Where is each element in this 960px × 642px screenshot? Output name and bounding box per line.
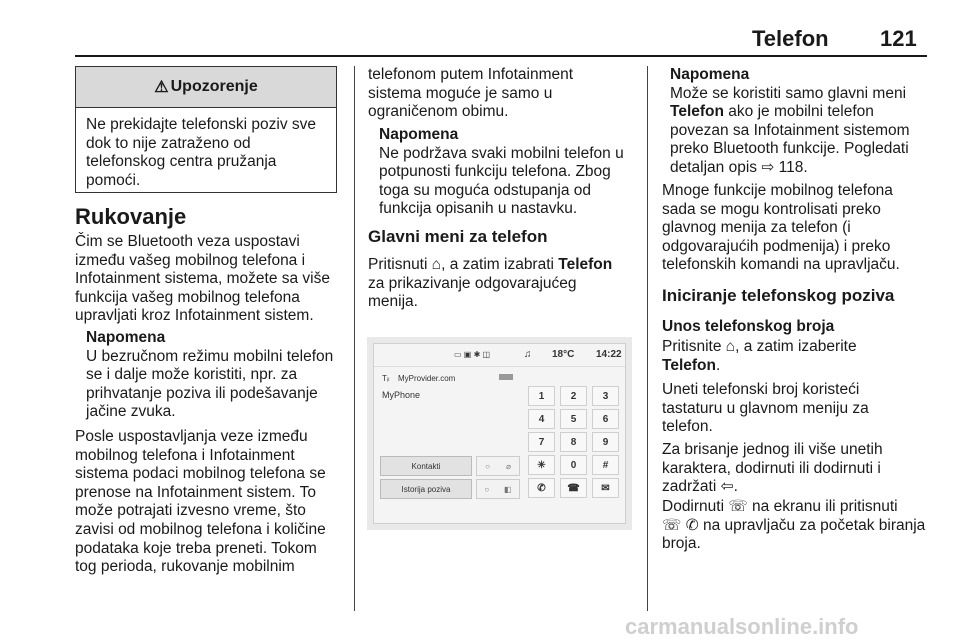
radio-icon: ○ — [485, 461, 490, 471]
music-icon: ♫ — [524, 349, 532, 360]
warning-box — [75, 66, 337, 193]
page-number: 121 — [880, 26, 917, 51]
text-line: Dodirnuti ☏ na ekranu ili pritisnuti — [662, 498, 898, 515]
text-span: ako je mobilni telefon — [723, 103, 874, 121]
col3-note — [670, 66, 932, 178]
note-title: Napomena — [670, 66, 750, 83]
text-line: jačine zvuka. — [86, 403, 176, 421]
mic-off-icon: ⌀ — [506, 461, 511, 471]
text-line: menija. — [368, 293, 418, 311]
text-line: Posle uspostavljanja veze između — [75, 428, 308, 445]
text-line: Može se koristiti samo glavni meni — [670, 84, 907, 102]
call-icon[interactable]: ✆ — [528, 478, 555, 498]
text-line: Za brisanje jednog ili više unetih — [662, 441, 883, 458]
warning-line: dok to nije zatraženo od — [86, 134, 251, 152]
text-line: zadržati ⇦. — [662, 478, 738, 496]
subheading-unos-broja: Unos telefonskog broja — [662, 318, 835, 335]
provider-name: MyProvider.com — [398, 374, 456, 383]
text-span: Pritisnuti — [368, 256, 432, 273]
text-line — [670, 103, 932, 122]
text-line: sistema podaci mobilnog telefona se — [75, 465, 326, 483]
column-divider-1 — [354, 66, 355, 611]
speaker-icon: ◧ — [504, 484, 512, 494]
keypad-key[interactable]: 2 — [560, 386, 587, 406]
text-line: karaktera, dodirnuti ili dodirnuti i — [662, 459, 881, 477]
text-line: sada se mogu kontrolisati preko — [662, 200, 881, 218]
warning-triangle-icon: ⚠ — [154, 79, 169, 96]
temperature: 18°C — [552, 349, 575, 360]
header-rule — [75, 55, 927, 57]
battery-icon — [499, 374, 513, 380]
col2-note — [379, 126, 643, 219]
text-line: mobilnog telefona i Infotainment — [75, 446, 295, 464]
handsfree-toggle[interactable] — [476, 479, 520, 499]
keypad-key[interactable]: 5 — [560, 409, 587, 429]
text-line: telefonom putem Infotainment — [368, 66, 574, 83]
screen-status-bar — [374, 344, 625, 367]
col3-p5 — [662, 498, 932, 554]
text-line: podataka koje treba preneti. Tokom — [75, 539, 317, 557]
text-line: tog perioda, rukovanje mobilnim — [75, 558, 295, 576]
col3-p2 — [662, 338, 932, 375]
section-heading-rukovanje: Rukovanje — [75, 204, 187, 229]
message-icon[interactable]: ✉ — [592, 478, 619, 498]
col1-para1 — [75, 233, 350, 326]
col2-para1 — [368, 66, 643, 122]
text-line: zavisi od mobilnog telefona i količine — [75, 520, 326, 538]
text-line: se i dalje može koristiti, npr. za — [86, 366, 298, 384]
col3-p3 — [662, 381, 932, 437]
keypad-key[interactable]: # — [592, 455, 619, 475]
warning-header — [76, 67, 336, 108]
warning-line: Ne prekidajte telefonski poziv sve — [86, 116, 317, 133]
text-line: glavnog menija za telefon (i — [662, 219, 851, 237]
warning-line: pomoći. — [86, 171, 141, 189]
text-line: prenose na Infotainment sistem. To — [75, 483, 316, 501]
keypad-key[interactable]: 9 — [592, 432, 619, 452]
text-line: odgovarajućih podmenija) i preko — [662, 237, 891, 255]
status-icons: ▭ ▣ ✱ ◫ — [454, 350, 491, 359]
clock: 14:22 — [596, 349, 622, 360]
text-line: ograničenom obimu. — [368, 103, 509, 121]
col2-para2 — [368, 256, 643, 312]
mute-toggle[interactable] — [476, 456, 520, 476]
col1-note — [86, 329, 350, 422]
text-line: telefon. — [662, 418, 713, 436]
text-line: telefonskih komandi na upravljaču. — [662, 256, 900, 274]
text-line: U bezručnom režimu mobilni telefon — [86, 347, 334, 365]
keypad-key[interactable]: 4 — [528, 409, 555, 429]
signal-icon: Tᵢₗ — [382, 374, 390, 383]
text-line: Uneti telefonski broj koristeći — [662, 381, 860, 398]
hangup-icon[interactable]: ☎ — [560, 478, 587, 498]
note-title: Napomena — [86, 329, 166, 346]
text-line: broja. — [662, 535, 701, 553]
bold-term: Telefon — [558, 256, 613, 273]
keypad-key[interactable]: 7 — [528, 432, 555, 452]
watermark: carmanualsonline.info — [625, 614, 859, 639]
screen-frame — [373, 343, 626, 524]
keypad-key[interactable]: 6 — [592, 409, 619, 429]
text-line: potpunosti funkciju telefona. Zbog — [379, 163, 611, 181]
radio-icon: ○ — [484, 484, 490, 494]
warning-text — [76, 108, 336, 190]
text-line: za prikazivanje odgovarajućeg — [368, 274, 577, 292]
text-line: preko Bluetooth funkcije. Pogledati — [670, 140, 909, 158]
contacts-button[interactable]: Kontakti — [380, 456, 472, 476]
text-line: Mnoge funkcije mobilnog telefona — [662, 182, 893, 199]
text-line: Ne podržava svaki mobilni telefon u — [379, 144, 624, 162]
col3-para1 — [662, 182, 932, 275]
text-line: ☏ ✆ na upravljaču za početak biranja — [662, 516, 926, 534]
keypad-key[interactable]: 3 — [592, 386, 619, 406]
text-line: Pritisnite ⌂, a zatim izaberite — [662, 338, 857, 355]
text-line: funkcija opisanih u nastavku. — [379, 200, 578, 218]
text-span: . — [715, 356, 721, 374]
text-line: toga su moguća odstupanja od — [379, 181, 591, 199]
warning-title: Upozorenje — [170, 78, 258, 95]
text-line: sistema moguće je samo u — [368, 84, 553, 102]
text-line: Infotainment sistema, možete sa više — [75, 270, 331, 288]
page-header-title: Telefon — [752, 26, 829, 51]
text-line: funkcija vašeg mobilnog telefona — [75, 288, 300, 306]
column-divider-2 — [647, 66, 648, 611]
phone-menu-screenshot — [367, 337, 632, 530]
text-line — [368, 256, 643, 275]
keypad-key[interactable]: 0 — [560, 455, 587, 475]
bold-term: Telefon — [662, 356, 716, 374]
text-span: , a zatim izabrati — [441, 256, 559, 273]
text-line: povezan sa Infotainment sistemom — [670, 121, 910, 139]
section-heading-iniciranje: Iniciranje telefonskog poziva — [662, 286, 895, 305]
phone-name: MyPhone — [382, 390, 421, 400]
text-line: detaljan opis ⇨ 118. — [670, 158, 808, 176]
keypad-key[interactable]: 8 — [560, 432, 587, 452]
keypad-key[interactable]: 1 — [528, 386, 555, 406]
warning-line: telefonskog centra pružanja — [86, 153, 277, 171]
text-line: upravljati kroz Infotainment sistem. — [75, 307, 314, 325]
text-line: prihvatanje poziva ili podešavanje — [86, 384, 318, 402]
call-history-button[interactable]: Istorija poziva — [380, 479, 472, 499]
text-line: može potrajati izvesno vreme, što — [75, 502, 306, 520]
text-line: tastaturu u glavnom meniju za — [662, 399, 869, 417]
section-heading-glavni-meni: Glavni meni za telefon — [368, 227, 548, 246]
keypad-key[interactable]: ✳ — [528, 455, 555, 475]
text-line: Čim se Bluetooth veza uspostavi — [75, 233, 300, 250]
home-icon: ⌂ — [431, 256, 442, 273]
col3-p4 — [662, 441, 932, 497]
text-line — [662, 357, 932, 376]
text-line: između vašeg mobilnog telefona i — [75, 251, 306, 269]
note-title: Napomena — [379, 126, 459, 143]
bold-term: Telefon — [670, 103, 724, 121]
col1-para2 — [75, 428, 350, 577]
